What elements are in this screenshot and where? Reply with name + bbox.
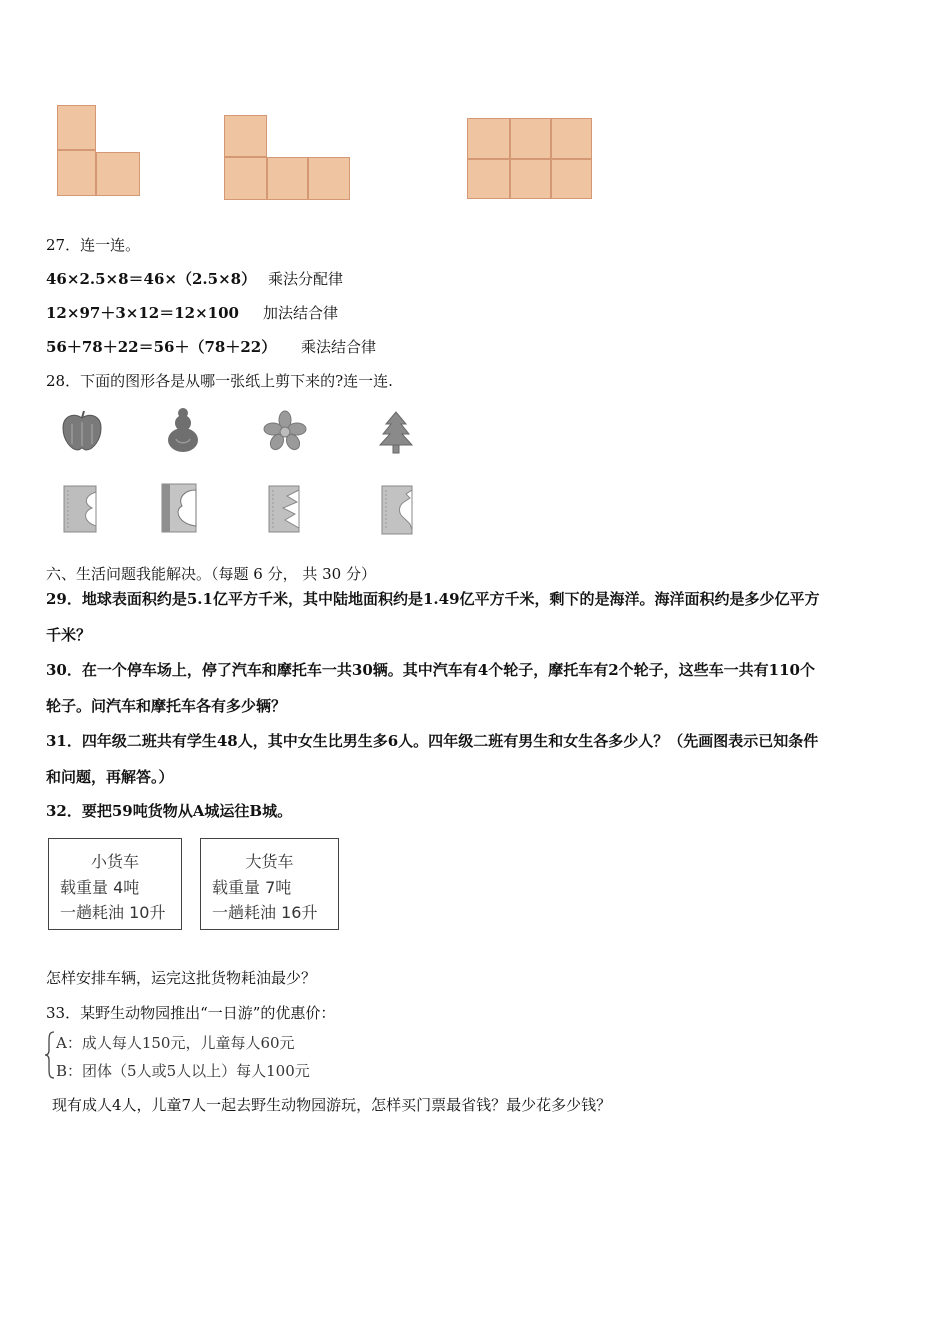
q27-title: 27．连一连。 (46, 236, 141, 254)
q27-right-item-1[interactable]: 乘法分配律 (268, 270, 344, 288)
q30-line1: 30．在一个停车场上，停了汽车和摩托车一共30辆。其中汽车有4个轮子，摩托车有2个轮子，这些车一共有110个 (46, 661, 815, 679)
q30-line2: 轮子。问汽车和摩托车各有多少辆？ (46, 697, 287, 715)
apple-cutout-icon[interactable] (60, 410, 104, 452)
square (551, 118, 592, 159)
square (510, 118, 551, 159)
q33-option-a: A：成人每人150元，儿童每人60元 (56, 1034, 295, 1052)
q31-line2: 和问题，再解答。） (46, 768, 174, 786)
q33-option-b: B：团体（5人或5人以上）每人100元 (56, 1062, 310, 1080)
q32-question: 怎样安排车辆，运完这批货物耗油最少？ (46, 969, 317, 987)
q27-left-item-1[interactable]: 46×2.5×8＝46×（2.5×8） (46, 270, 257, 288)
q27-left-item-3[interactable]: 56＋78＋22＝56＋（78＋22） (46, 338, 277, 356)
square (510, 159, 551, 199)
folded-paper-4-icon[interactable] (380, 484, 414, 536)
tree-cutout-icon[interactable] (377, 410, 415, 454)
section6-heading: 六、生活问题我能解决。（每题 6 分， 共 30 分） (46, 565, 376, 583)
q32-title: 32．要把59吨货物从A城运往B城。 (46, 802, 293, 820)
left-brace-icon (44, 1030, 56, 1080)
square (267, 157, 308, 200)
big-truck-name: 大货车 (245, 852, 294, 871)
small-truck-fuel: 一趟耗油 10升 (60, 903, 166, 922)
q29-line1: 29．地球表面积约是5.1亿平方千米，其中陆地面积约是1.49亿平方千米，剩下的是海洋。海洋面积约是多少亿平方 (46, 590, 820, 608)
flower-cutout-icon[interactable] (262, 410, 308, 452)
big-truck-card (200, 838, 339, 930)
small-truck-name: 小货车 (90, 852, 139, 871)
q27-right-item-3[interactable]: 乘法结合律 (301, 338, 377, 356)
small-truck-card (48, 838, 182, 930)
square (96, 152, 140, 196)
big-truck-load: 载重量 7吨 (212, 878, 292, 897)
square (224, 115, 267, 157)
square (467, 118, 510, 159)
q28-title: 28．下面的图形各是从哪一张纸上剪下来的?连一连. (46, 372, 393, 390)
small-truck-load: 载重量 4吨 (60, 878, 140, 897)
square (57, 150, 96, 196)
square (308, 157, 350, 200)
q31-line1: 31．四年级二班共有学生48人，其中女生比男生多6人。四年级二班有男生和女生各多少人？（先画图表示已知条件 (46, 732, 819, 750)
q27-right-item-2[interactable]: 加法结合律 (263, 304, 339, 322)
square (467, 159, 510, 199)
q33-question: 现有成人4人，儿童7人一起去野生动物园游玩，怎样买门票最省钱？最少花多少钱？ (52, 1096, 612, 1114)
q27-left-item-2[interactable]: 12×97＋3×12＝12×100 (46, 304, 239, 322)
q33-title: 33．某野生动物园推出“一日游”的优惠价： (46, 1004, 336, 1022)
square (57, 105, 96, 150)
gourd-cutout-icon[interactable] (164, 406, 202, 454)
folded-paper-2-icon[interactable] (160, 482, 198, 534)
square (224, 157, 267, 200)
q29-line2: 千米？ (46, 626, 92, 644)
folded-paper-3-icon[interactable] (267, 484, 301, 534)
square (551, 159, 592, 199)
folded-paper-1-icon[interactable] (62, 484, 98, 534)
big-truck-fuel: 一趟耗油 16升 (212, 903, 318, 922)
